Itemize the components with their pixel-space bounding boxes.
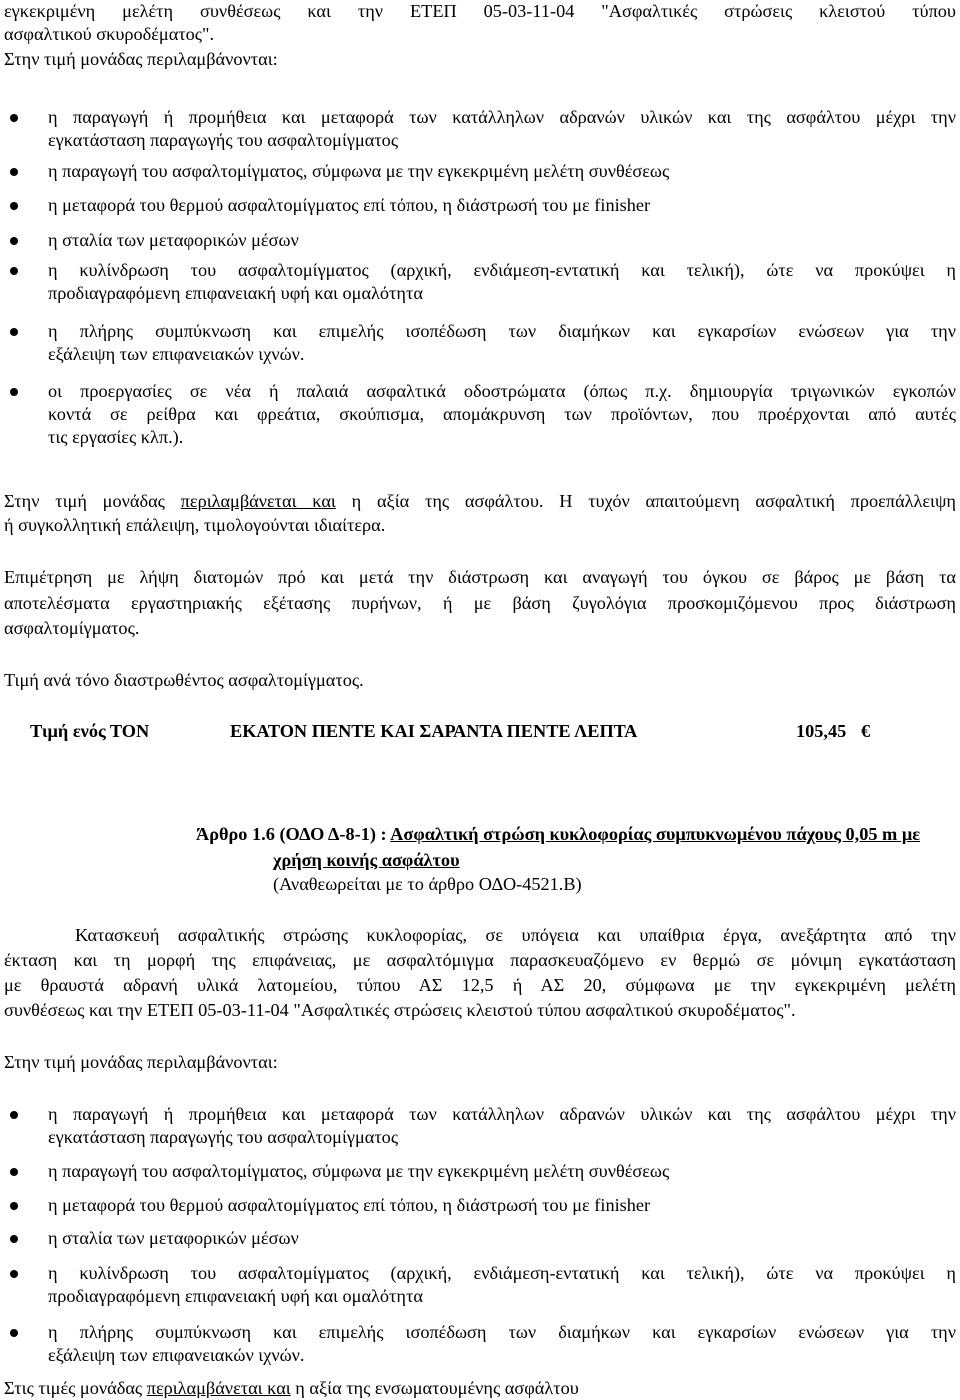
list-item: [48, 229, 956, 252]
bullet-icon: [10, 1111, 18, 1119]
construction-paragraph-line-2: έκταση και τη μορφή της επιφάνειας, με ασφαλτόμιγμα παρασκευαζόμενο εν θερμώ σε μόνιμη εγκατάσταση: [4, 950, 956, 970]
list-item: [48, 1321, 956, 1367]
price-label: Τιμή ενός ΤΟΝ: [30, 721, 150, 741]
bullet-icon: [10, 114, 18, 122]
bullet-icon: [10, 388, 18, 396]
construction-paragraph-line-1: Κατασκευή ασφαλτικής στρώσης κυκλοφορίας, σε υπόγεια και υπαίθρια έργα, ανεξάρτητα από την: [75, 925, 956, 945]
list-item-line: η παραγωγή του ασφαλτομίγματος, σύμφωνα με την εγκεκριμένη μελέτη συνθέσεως: [48, 1161, 670, 1181]
intro-line-2: ασφαλτικού σκυροδέματος".: [4, 24, 215, 44]
list-item-line: η κυλίνδρωση του ασφαλτομίγματος (αρχική, ενδιάμεση-εντατική και τελική), ώτε να προκύψει η: [48, 260, 956, 280]
bullet-icon: [10, 237, 18, 245]
list-item: [48, 320, 956, 366]
article-heading: [196, 823, 920, 846]
list-item-line: η παραγωγή του ασφαλτομίγματος, σύμφωνα με την εγκεκριμένη μελέτη συνθέσεως: [48, 161, 670, 181]
list-item-line: η μεταφορά του θερμού ασφαλτομίγματος επί τόπου, η διάστρωσή του με finisher: [48, 195, 651, 215]
article-title-line-2: χρήση κοινής ασφάλτου: [273, 850, 460, 870]
list-item-line: εξάλειψη των επιφανειακών ιχνών.: [48, 1345, 305, 1365]
list-item: [48, 1227, 956, 1250]
unit-price-text: Τιμή ανά τόνο διαστρωθέντος ασφαλτομίγματος.: [4, 670, 364, 690]
list-item: [48, 194, 956, 217]
list-item-line: η σταλία των μεταφορικών μέσων: [48, 1228, 299, 1248]
price-in-words: ΕΚΑΤΟΝ ΠΕΝΤΕ ΚΑΙ ΣΑΡΑΝΤΑ ΠΕΝΤΕ ΛΕΠΤΑ: [230, 721, 638, 741]
list-item-line: η κυλίνδρωση του ασφαλτομίγματος (αρχική, ενδιάμεση-εντατική και τελική), ώτε να προκύψει η: [48, 1263, 956, 1283]
list-item-line: προδιαγραφόμενη επιφανειακή υφή και ομαλότητα: [48, 1286, 423, 1306]
asphalt-paragraph-line-2: ή συγκολλητική επάλειψη, τιμολογούνται ιδιαίτερα.: [4, 515, 386, 535]
list-item-line: εγκατάσταση παραγωγής του ασφαλτομίγματος: [48, 1127, 399, 1147]
bullet-icon: [10, 1202, 18, 1210]
construction-paragraph-line-4: συνθέσεως και την ΕΤΕΠ 05-03-11-04 "Ασφαλτικές στρώσεις κλειστού τύπου ασφαλτικού σκυροδέματος".: [4, 1000, 796, 1020]
measurement-paragraph-line-2: αποτελέσματα εργαστηριακής εξέτασης πυρήνων, ή με βάση ζυγολόγια προσκομιζόμενου προς διάστρωση: [4, 593, 956, 613]
list-item-line: κοντά σε ρείθρα και φρεάτια, σκούπισμα, απομάκρυνση των προϊόντων, που προέρχονται από αυτές: [48, 404, 956, 424]
final-line: Στις τιμές μονάδας περιλαμβάνεται και η αξία της ενσωματουμένης ασφάλτου: [4, 1378, 579, 1398]
list-item: [48, 1194, 956, 1217]
bullet-icon: [10, 202, 18, 210]
bullet-icon: [10, 328, 18, 336]
price-amount: 105,45: [796, 721, 847, 741]
list-item: [48, 106, 956, 152]
list-item-line: η παραγωγή ή προμήθεια και μεταφορά των κατάλληλων αδρανών υλικών και της ασφάλτου μέχρι την: [48, 107, 956, 127]
article-revision-note: (Αναθεωρείται με το άρθρο ΟΔΟ-4521.Β): [273, 874, 582, 894]
bullet-icon: [10, 267, 18, 275]
list-item-line: η μεταφορά του θερμού ασφαλτομίγματος επί τόπου, η διάστρωσή του με finisher: [48, 1195, 651, 1215]
list-item-line: οι προεργασίες σε νέα ή παλαιά ασφαλτικά οδοστρώματα (όπως π.χ. δημιουργία τριγωνικών εγκοπών: [48, 381, 956, 401]
article-title-line-1: Ασφαλτική στρώση κυκλοφορίας συμπυκνωμένου πάχους 0,05 m με: [390, 824, 921, 844]
measurement-paragraph-line-1: Επιμέτρηση με λήψη διατομών πρό και μετά την διάστρωση και αναγωγή του όγκου σε βάρος με βάση τα: [4, 567, 956, 587]
article-number: Άρθρο 1.6 (ΟΔΟ Δ-8-1) :: [196, 824, 391, 844]
includes-heading-2: Στην τιμή μονάδας περιλαμβάνονται:: [4, 1052, 278, 1072]
list-item: [48, 1160, 956, 1183]
bullet-icon: [10, 1168, 18, 1176]
bullet-icon: [10, 1329, 18, 1337]
construction-paragraph-line-3: με θραυστά αδρανή υλικά λατομείου, τύπου ΑΣ 12,5 ή ΑΣ 20, σύμφωνα με την εγκεκριμένη μελέτη: [4, 975, 956, 995]
includes-heading-1: Στην τιμή μονάδας περιλαμβάνονται:: [4, 49, 278, 69]
list-item: [48, 259, 956, 305]
list-item-line: εγκατάσταση παραγωγής του ασφαλτομίγματος: [48, 130, 399, 150]
bullet-icon: [10, 168, 18, 176]
list-item-line: τις εργασίες κλπ.).: [48, 427, 184, 447]
currency-symbol: €: [861, 721, 871, 741]
list-item: [48, 160, 956, 183]
list-item-line: η πλήρης συμπύκνωση και επιμελής ισοπέδωση των διαμήκων και εγκαρσίων ενώσεων για την: [48, 1322, 956, 1342]
list-item: [48, 380, 956, 449]
bullet-icon: [10, 1235, 18, 1243]
list-item-line: προδιαγραφόμενη επιφανειακή υφή και ομαλότητα: [48, 283, 423, 303]
asphalt-paragraph-line-1: Στην τιμή μονάδας περιλαμβάνεται και η αξία της ασφάλτου. Η τυχόν απαιτούμενη ασφαλτική προεπάλλειψη: [4, 491, 956, 511]
measurement-paragraph-line-3: ασφαλτομίγματος.: [4, 618, 140, 638]
list-item-line: η σταλία των μεταφορικών μέσων: [48, 230, 299, 250]
list-item-line: η παραγωγή ή προμήθεια και μεταφορά των κατάλληλων αδρανών υλικών και της ασφάλτου μέχρι την: [48, 1104, 956, 1124]
list-item: [48, 1262, 956, 1308]
bullet-icon: [10, 1270, 18, 1278]
list-item-line: εξάλειψη των επιφανειακών ιχνών.: [48, 344, 305, 364]
intro-line-1: εγκεκριμένη μελέτη συνθέσεως και την ΕΤΕΠ 05-03-11-04 "Ασφαλτικές στρώσεις κλειστού τύπου: [4, 1, 956, 21]
list-item: [48, 1103, 956, 1149]
list-item-line: η πλήρης συμπύκνωση και επιμελής ισοπέδωση των διαμήκων και εγκαρσίων ενώσεων για την: [48, 321, 956, 341]
